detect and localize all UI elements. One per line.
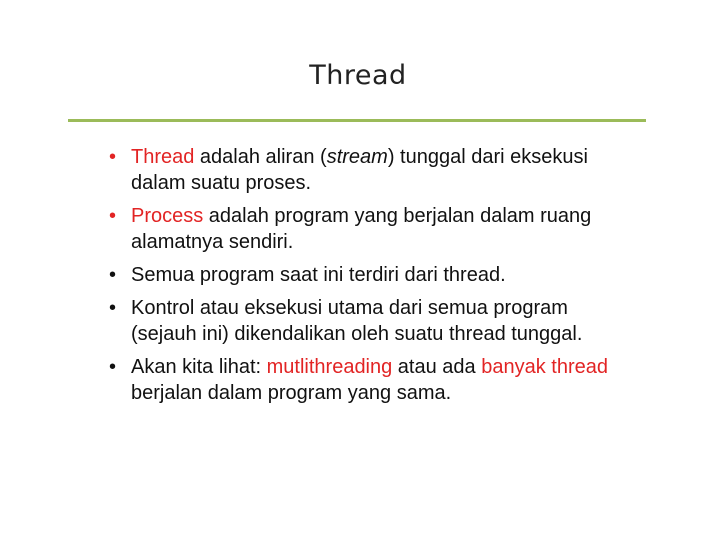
bullet-item [108, 203, 628, 255]
bullet-item [108, 295, 628, 347]
bullet-list [108, 144, 628, 413]
bullet-text: berjalan dalam program yang sama. [131, 382, 452, 404]
title-divider [68, 119, 646, 122]
bullet-item [108, 262, 628, 288]
bullet-text-highlight: Process [131, 205, 204, 227]
slide-title: Thread [309, 60, 407, 91]
bullet-text: Kontrol atau eksekusi utama dari semua program (sejauh ini) dikendalikan oleh suatu thread tunggal. [131, 297, 583, 345]
bullet-text: atau ada [392, 356, 482, 378]
bullet-text: adalah aliran ( [194, 146, 327, 168]
bullet-text-italic: stream [326, 146, 388, 168]
bullet-text: Semua program saat ini terdiri dari thread. [131, 264, 506, 286]
bullet-text: adalah program yang berjalan dalam ruang alamatnya sendiri. [131, 205, 592, 253]
bullet-text-highlight: banyak thread [481, 356, 608, 378]
bullet-text: Akan kita lihat: [131, 356, 267, 378]
bullet-item [108, 144, 628, 196]
bullet-text-highlight: Thread [131, 146, 195, 168]
bullet-text: ) tunggal dari eksekusi dalam suatu proses. [131, 146, 588, 194]
bullet-text-highlight: mutlithreading [266, 356, 393, 378]
bullet-item [108, 354, 628, 406]
